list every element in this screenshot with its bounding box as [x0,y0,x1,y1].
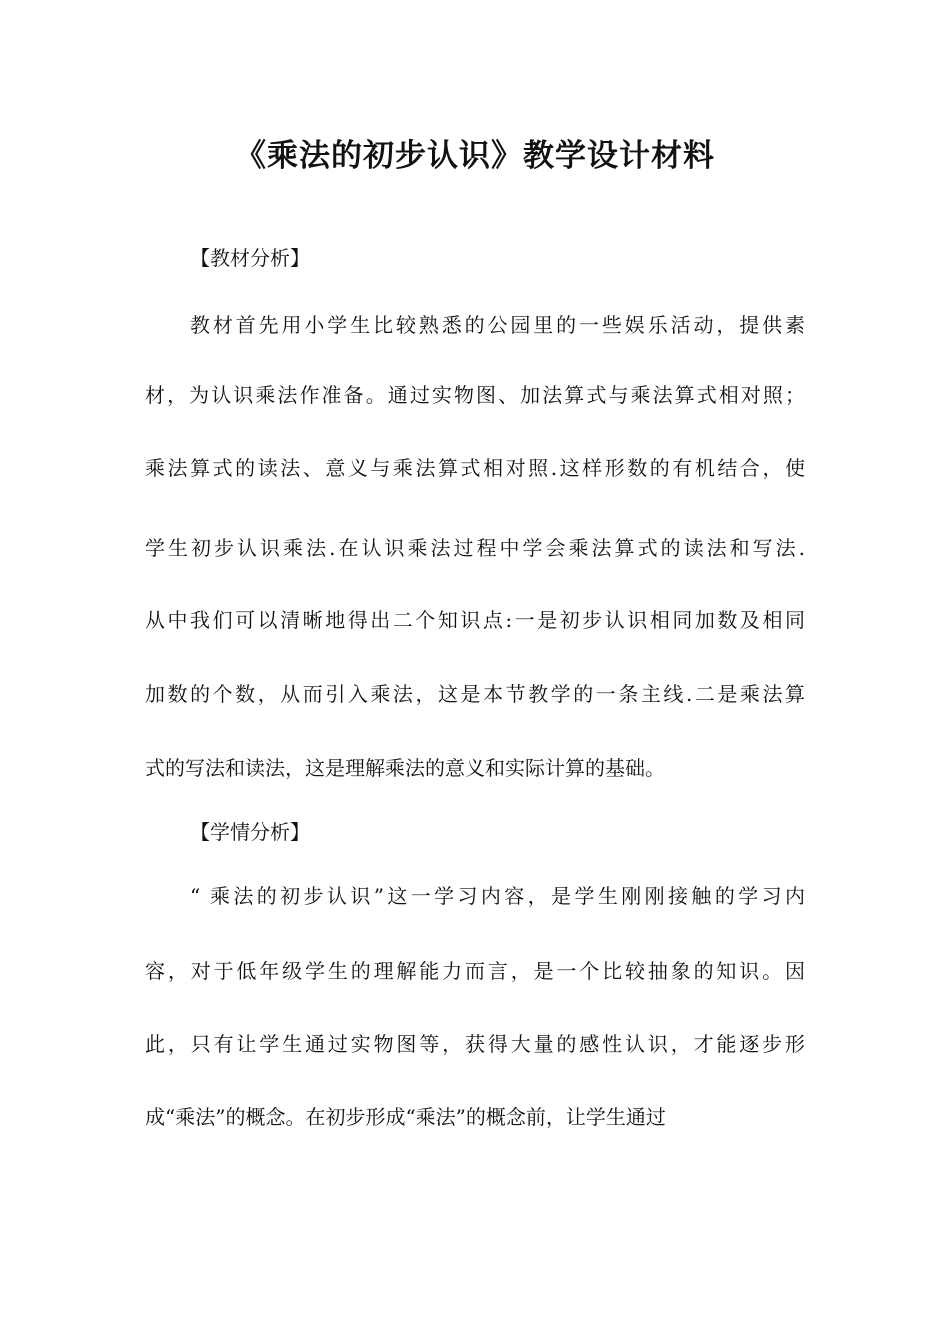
section-heading-learner-analysis: 【学情分析】 [190,820,310,844]
paragraph-line: 此，只有让学生通过实物图等，获得大量的感性认识，才能逐步形 [145,1032,805,1056]
paragraph-line: 教材首先用小学生比较熟悉的公园里的一些娱乐活动，提供素 [190,313,805,337]
paragraph-line: 学生初步认识乘法.在认识乘法过程中学会乘法算式的读法和写法. [145,536,805,560]
paragraph-line: 乘法算式的读法、意义与乘法算式相对照.这样形数的有机结合，使 [145,456,805,480]
section-heading-material-analysis: 【教材分析】 [190,246,310,270]
paragraph-line: 成“乘法”的概念。在初步形成“乘法”的概念前，让学生通过 [145,1105,666,1129]
paragraph-line: 加数的个数，从而引入乘法，这是本节教学的一条主线.二是乘法算 [145,682,805,706]
paragraph-line: 从中我们可以清晰地得出二个知识点:一是初步认识相同加数及相同 [145,608,805,632]
paragraph-line: 容，对于低年级学生的理解能力而言，是一个比较抽象的知识。因 [145,959,805,983]
paragraph-line: 式的写法和读法，这是理解乘法的意义和实际计算的基础。 [145,756,665,780]
document-title: 《乘法的初步认识》教学设计材料 [235,138,715,174]
paragraph-line: “ 乘法的初步认识”这一学习内容，是学生刚刚接触的学习内 [190,884,805,908]
paragraph-line: 材，为认识乘法作准备。通过实物图、加法算式与乘法算式相对照； [145,383,805,407]
